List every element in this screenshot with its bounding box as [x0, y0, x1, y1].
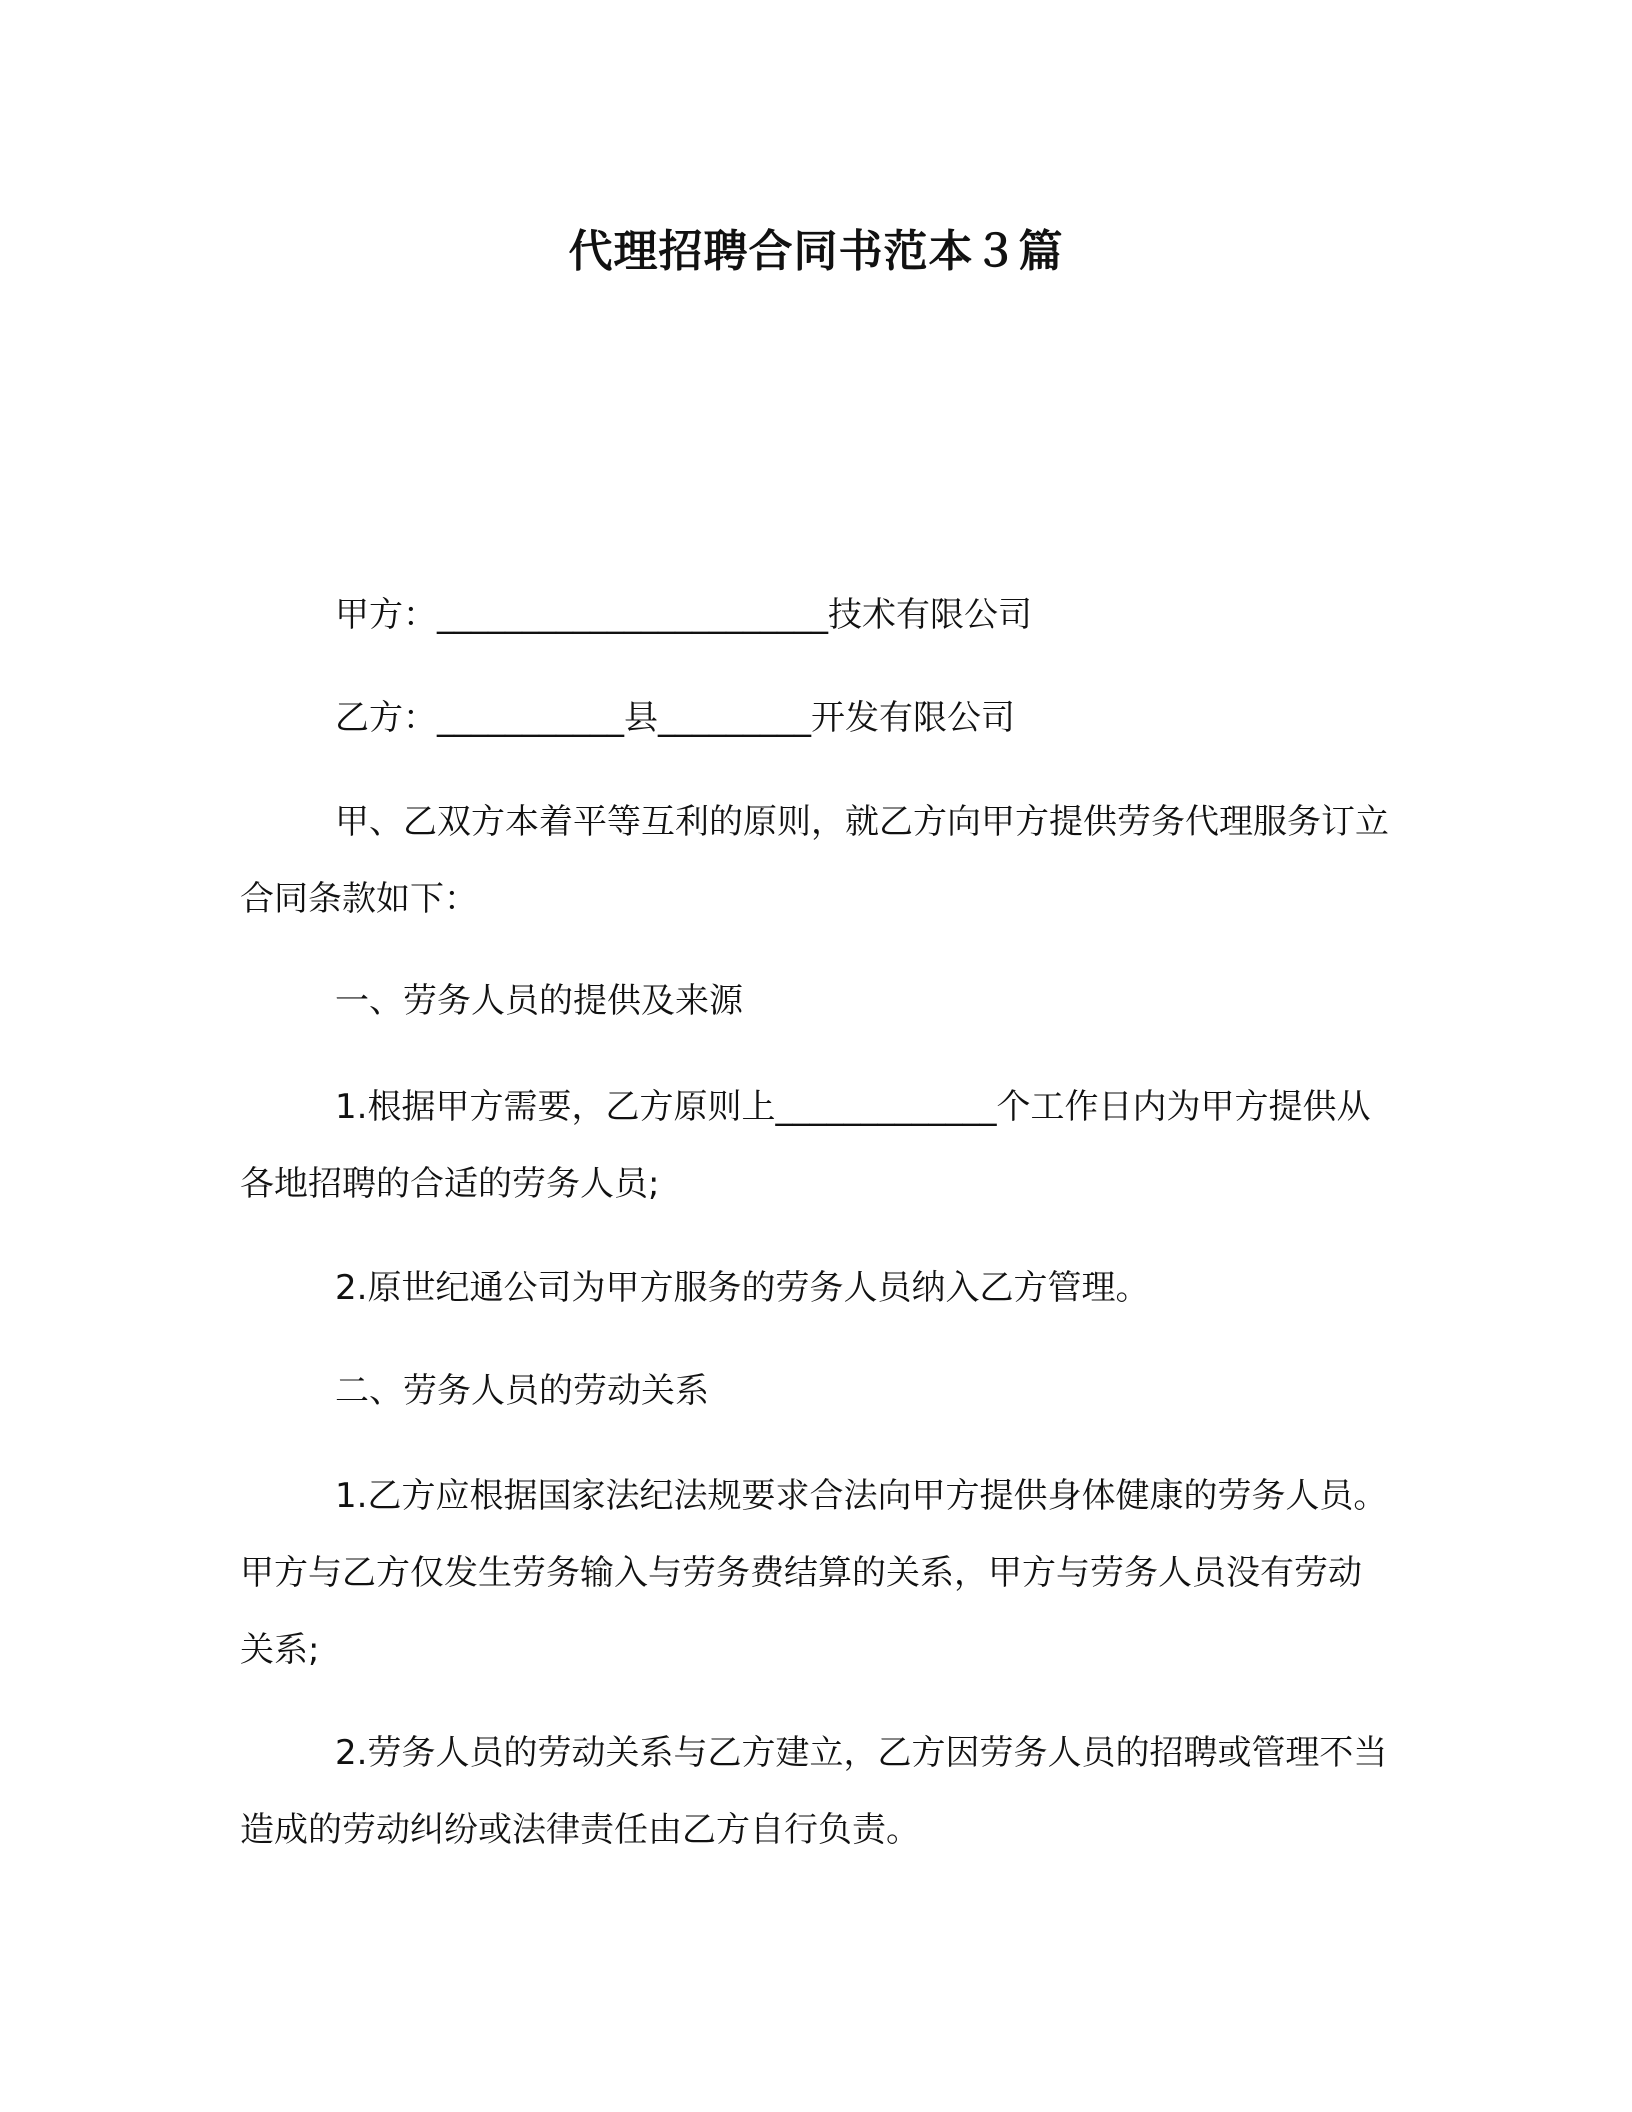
section2-item2: 2.劳务人员的劳动关系与乙方建立，乙方因劳务人员的招聘或管理不当造成的劳动纠纷或法律责任由乙方自行负责。	[240, 1733, 1388, 1850]
document-title: 代理招聘合同书范本３篇	[568, 226, 1064, 277]
section1-heading: 一、劳务人员的提供及来源	[335, 981, 743, 1021]
section1-item1: 1.根据甲方需要，乙方原则上_____________个工作日内为甲方提供从各地招聘的合适的劳务人员;	[240, 1087, 1371, 1204]
section2-item1: 1.乙方应根据国家法纪法规要求合法向甲方提供身体健康的劳务人员。甲方与乙方仅发生劳务输入与劳务费结算的关系，甲方与劳务人员没有劳动关系;	[240, 1476, 1388, 1670]
section1-item2: 2.原世纪通公司为甲方服务的劳务人员纳入乙方管理。	[335, 1268, 1150, 1308]
party-b-line: 乙方：___________县_________开发有限公司	[335, 698, 1015, 738]
party-a-line: 甲方：_______________________技术有限公司	[335, 595, 1032, 635]
section2-heading: 二、劳务人员的劳动关系	[335, 1371, 709, 1411]
intro-paragraph: 甲、乙双方本着平等互利的原则，就乙方向甲方提供劳务代理服务订立合同条款如下：	[240, 802, 1389, 919]
